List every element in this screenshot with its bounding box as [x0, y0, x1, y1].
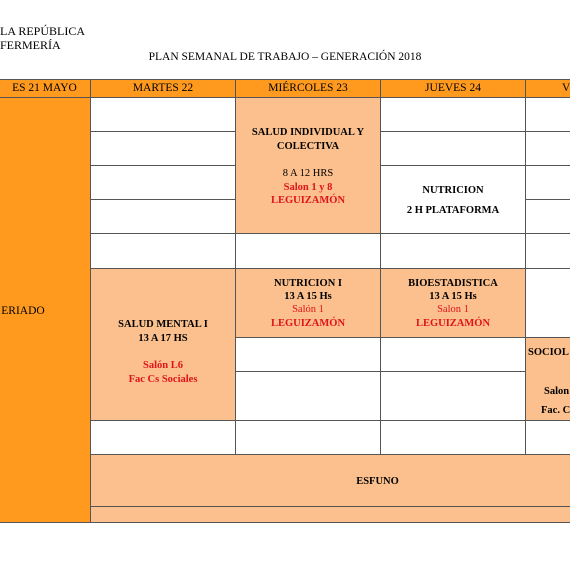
viernes-slot-6: [525, 268, 570, 338]
jueves-slot-9: [380, 420, 526, 455]
miercoles-slot-5: [235, 233, 381, 269]
salud-individual-teacher: LEGUIZAMÓN: [270, 195, 346, 206]
miercoles-slot-7: [235, 337, 381, 372]
header-jueves-label: JUEVES 24: [425, 82, 481, 94]
header-miercoles: [235, 79, 381, 98]
header-lunes-label: ES 21 MAYO: [12, 82, 77, 94]
viernes-slot-1: [525, 97, 570, 132]
jueves-slot-8: [380, 371, 526, 421]
header-lunes: [0, 79, 91, 98]
nutricion-miercoles-teacher: LEGUIZAMÓN: [270, 318, 346, 329]
sociologia-title: SOCIOL: [528, 347, 569, 358]
salud-mental-title: SALUD MENTAL I: [118, 319, 208, 330]
salud-individual-title-2: COLECTIVA: [276, 141, 340, 152]
nutricion-miercoles-title: NUTRICION I: [274, 278, 342, 289]
salud-mental-time: 13 A 17 HS: [138, 333, 188, 344]
jueves-slot-5: [380, 233, 526, 269]
viernes-slot-9: [525, 420, 570, 455]
header-jueves: [380, 79, 526, 98]
nutricion-miercoles-room: Salón 1: [292, 304, 324, 315]
bottom-strip: [90, 506, 570, 523]
martes-slot-2: [90, 131, 236, 166]
martes-slot-5: [90, 233, 236, 269]
jueves-slot-2: [380, 131, 526, 166]
viernes-slot-3: [525, 165, 570, 200]
martes-slot-7: [90, 420, 236, 455]
miercoles-salud-individual-block: [235, 97, 381, 234]
viernes-slot-5: [525, 233, 570, 269]
lunes-feriado-label: ERIADO: [1, 305, 45, 317]
bioestadistica-time: 13 A 15 Hs: [429, 291, 477, 302]
institution-line-2: FERMERÍA: [0, 38, 61, 52]
jueves-slot-1: [380, 97, 526, 132]
header-martes: [90, 79, 236, 98]
miercoles-slot-8: [235, 371, 381, 421]
sociologia-room: Salon: [544, 386, 570, 397]
bioestadistica-title: BIOESTADISTICA: [408, 278, 498, 289]
page-title: PLAN SEMANAL DE TRABAJO – GENERACIÓN 2018: [148, 51, 422, 63]
jueves-nutricion-block: [380, 165, 526, 234]
salud-mental-room: Salón L6: [143, 360, 183, 371]
bioestadistica-room: Salon 1: [437, 304, 469, 315]
salud-mental-place: Fac Cs Sociales: [128, 374, 198, 385]
header-viernes: [525, 79, 570, 98]
bioestadistica-teacher: LEGUIZAMÓN: [415, 318, 491, 329]
nutricion-miercoles-time: 13 A 15 Hs: [284, 291, 332, 302]
nutricion-jueves-title: NUTRICION: [422, 185, 484, 196]
header-martes-label: MARTES 22: [132, 82, 194, 94]
esfuno-label: ESFUNO: [356, 476, 399, 487]
martes-slot-4: [90, 199, 236, 234]
header-miercoles-label: MIÉRCOLES 23: [268, 82, 348, 94]
martes-slot-3: [90, 165, 236, 200]
martes-slot-1: [90, 97, 236, 132]
header-viernes-label: V: [562, 82, 570, 94]
jueves-slot-7: [380, 337, 526, 372]
viernes-slot-2: [525, 131, 570, 166]
viernes-slot-4: [525, 199, 570, 234]
institution-line-1: LA REPÚBLICA: [0, 24, 86, 38]
sociologia-place: Fac. C: [541, 405, 570, 416]
salud-individual-title-1: SALUD INDIVIDUAL Y: [251, 127, 365, 138]
salud-individual-time: 8 A 12 HRS: [282, 168, 334, 179]
miercoles-slot-9: [235, 420, 381, 455]
nutricion-jueves-detail: 2 H PLATAFORMA: [406, 205, 500, 216]
salud-individual-room: Salon 1 y 8: [283, 182, 333, 193]
